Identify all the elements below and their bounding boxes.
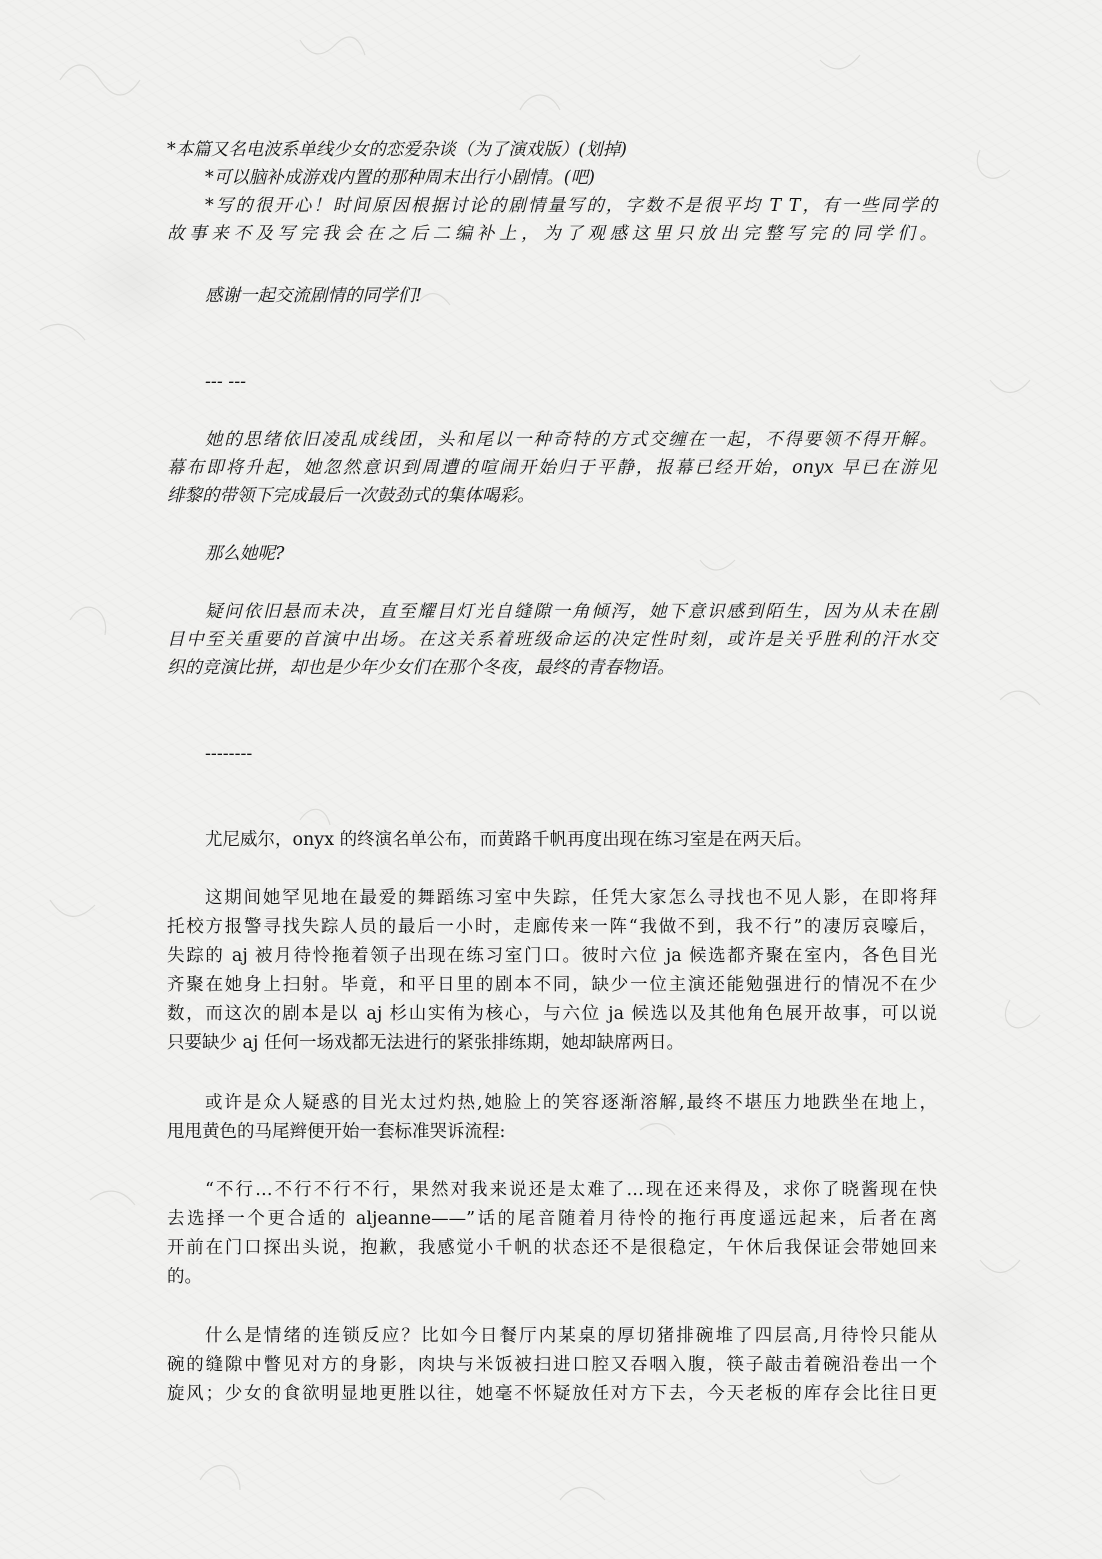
note-line-1: *本篇又名电波系单线少女的恋爱杂谈（为了演戏版）(划掉) <box>167 140 627 160</box>
texture-swirl <box>50 900 95 916</box>
texture-swirl <box>860 1470 900 1484</box>
story-s4a: “不行…不行不行不行，果然对我来说还是太难了…现在还来得及，求你了晓酱现在快 <box>205 1180 937 1200</box>
texture-swirl <box>1000 691 1040 705</box>
texture-swirl <box>820 55 860 69</box>
texture-swirl <box>70 607 106 635</box>
prologue-p2: 那么她呢? <box>205 544 285 564</box>
story-s2b: 托校方报警寻找失踪人员的最后一小时，走廊传来一阵“我做不到，我不行”的凄厉哀嚎后， <box>167 917 937 937</box>
prologue-p3c: 织的竞演比拼，却也是少年少女们在那个冬夜，最终的青春物语。 <box>167 658 675 678</box>
texture-swirl <box>977 150 1010 178</box>
story-s5c: 旋风；少女的食欲明显地更胜以往，她毫不怀疑放任对方下去，今天老板的库存会比往日更 <box>167 1384 937 1404</box>
story-s2a: 这期间她罕见地在最爱的舞蹈练习室中失踪，任凭大家怎么寻找也不见人影，在即将拜 <box>205 888 937 908</box>
story-s4d: 的。 <box>167 1267 202 1287</box>
prologue-p1b: 幕布即将升起，她忽然意识到周遭的喧闹开始归于平静，报幕已经开始，onyx 早已在游见 <box>167 458 937 478</box>
texture-swirl <box>1005 1000 1040 1028</box>
story-s3b: 甩甩黄色的马尾辫便开始一套标准哭诉流程: <box>167 1122 506 1142</box>
prologue-p1a: 她的思绪依旧凌乱成线团，头和尾以一种奇特的方式交缠在一起，不得要领不得开解。 <box>205 430 937 450</box>
story-s1: 尤尼威尔，onyx 的终演名单公布，而黄路千帆再度出现在练习室是在两天后。 <box>205 830 813 850</box>
texture-swirl <box>60 65 140 95</box>
texture-swirl <box>700 560 735 570</box>
texture-swirl <box>560 1488 605 1501</box>
story-s2c: 失踪的 aj 被月待怜拖着领子出现在练习室门口。彼时六位 ja 候选都齐聚在室内，各色目光 <box>167 946 937 966</box>
story-s4b: 去选择一个更合适的 aljeanne——”话的尾音随着月待怜的拖行再度遥远起来，后者在离 <box>167 1209 937 1229</box>
story-s5b: 碗的缝隙中瞥见对方的身影，肉块与米饭被扫进口腔又吞咽入腹，筷子敲击着碗沿卷出一个 <box>167 1355 937 1375</box>
divider-1: --- --- <box>205 372 247 392</box>
note-line-2: *可以脑补成游戏内置的那种周末出行小剧情。(吧) <box>205 168 595 188</box>
prologue-p3b: 目中至关重要的首演中出场。在这关系着班级命运的决定性时刻，或许是关乎胜利的汗水交 <box>167 630 937 650</box>
texture-swirl <box>300 809 330 825</box>
prologue-p3a: 疑问依旧悬而未决，直至耀目灯光自缝隙一角倾泻，她下意识感到陌生，因为从未在剧 <box>205 602 937 622</box>
divider-2: -------- <box>205 744 253 764</box>
story-s4c: 开前在门口探出头说，抱歉，我感觉小千帆的状态还不是很稳定，午休后我保证会带她回来 <box>167 1238 937 1258</box>
texture-swirl <box>300 37 365 55</box>
texture-swirl <box>520 95 560 110</box>
note-line-3b: 故事来不及写完我会在之后二编补上，为了观感这里只放出完整写完的同学们。 <box>167 224 937 244</box>
thanks-line: 感谢一起交流剧情的同学们! <box>205 286 423 306</box>
texture-swirl <box>90 1191 135 1205</box>
story-s2d: 齐聚在她身上扫射。毕竟，和平日里的剧本不同，缺少一位主演还能勉强进行的情况不在少 <box>167 975 937 995</box>
texture-swirl <box>640 1124 675 1135</box>
texture-swirl <box>200 1466 240 1490</box>
story-s2e: 数，而这次的剧本是以 aj 杉山实侑为核心，与六位 ja 候选以及其他角色展开故事，可以说 <box>167 1004 937 1024</box>
story-s5a: 什么是情绪的连锁反应？比如今日餐厅内某桌的厚切猪排碗堆了四层高,月待怜只能从 <box>205 1326 937 1346</box>
note-line-3a: *写的很开心！时间原因根据讨论的剧情量写的，字数不是很平均 T T，有一些同学的 <box>205 196 937 216</box>
texture-swirl <box>980 1260 1020 1273</box>
story-s3a: 或许是众人疑惑的目光太过灼热,她脸上的笑容逐渐溶解,最终不堪压力地跌坐在地上， <box>205 1093 937 1113</box>
texture-swirl <box>40 324 85 340</box>
texture-swirl <box>420 294 450 305</box>
texture-swirl <box>990 380 1030 393</box>
prologue-p1c: 绯黎的带领下完成最后一次鼓劲式的集体喝彩。 <box>167 486 535 506</box>
story-s2f: 只要缺少 aj 任何一场戏都无法进行的紧张排练期，她却缺席两日。 <box>167 1033 684 1053</box>
